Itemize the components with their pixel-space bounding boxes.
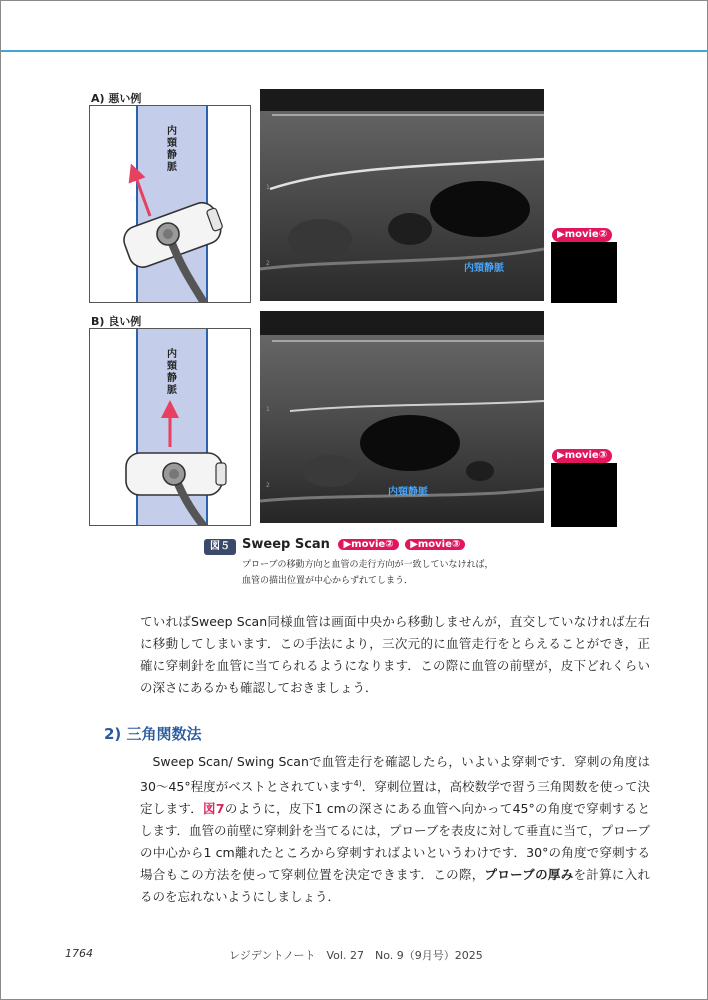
emphasis-text: プローブの厚み [484,867,574,883]
body-paragraph-1 [140,611,650,699]
paragraph-part-2: ．穿刺位置は，高校数学で習う三角関数を使って決定します． [140,779,650,817]
svg-text:2: 2 [266,260,270,267]
ultrasound-image-a [260,89,544,301]
svg-text:1: 1 [266,406,270,413]
paragraph-text: ていればSweep Scan同様血管は画面中央から移動しませんが，直交していなければ左右に移動してしまいます．この手法により，三次元的に血管走行をとらえることができ，正確に穿刺針を血管に当てられるようになります．この際に血管の前壁が，皮下どれくらいの深さにあるかも確認しておきましょう． [140,614,650,695]
page-number: 1764 [65,947,93,960]
body-paragraph-2 [140,751,650,908]
probe-straight-illustration [90,329,250,525]
paragraph-part-4: を計算に入れるのを忘れないようにしましょう． [140,867,650,905]
svg-text:1: 1 [266,184,270,191]
ultrasound-image-b [260,311,544,523]
panel-a-label: A) 悪い例 [91,92,142,105]
probe-tilted-illustration [90,106,250,302]
ultrasound-vein-label: 内頸静脈 [464,263,504,274]
movie3-badge[interactable]: ▶movie③ [552,449,612,463]
vein-label: 内頸静脈 [167,126,177,173]
ultrasound-vein-label: 内頸静脈 [388,487,428,498]
vein-label: 内頸静脈 [167,349,177,396]
figure-caption-line1: プローブの移動方向と血管の走行方向が一致していなければ， [242,560,494,570]
movie2-badge[interactable]: ▶movie② [552,228,612,242]
paragraph-part-1: Sweep Scan/ Swing Scanで血管走行を確認したら，いよいよ穿刺です．穿刺の角度は30～45°程度がベストとされています [140,754,650,795]
movement-arrow-icon [134,172,150,216]
figure-title-text: Sweep Scan [242,537,330,552]
figure-title [242,537,465,553]
section-heading: 2) 三角関数法 [104,725,202,743]
caption-movie2-badge[interactable]: ▶movie② [338,539,398,550]
paragraph-text [140,751,650,908]
panel-b-label: B) 良い例 [91,315,142,328]
panel-a-diagram [89,105,251,303]
panel-b-diagram [89,328,251,526]
figure-caption-line2: 血管の描出位置が中心からずれてしまう． [242,576,414,586]
svg-text:2: 2 [266,482,270,489]
figure-7-link[interactable]: 図7 [203,801,225,817]
paragraph-part-3: のように，皮下1 cmの深さにある血管へ向かって45°の角度で穿刺するとします．血管の前壁に穿刺針を当てるには，プローブを表皮に対して垂直に当て，プローブの中心から1 cm離れたところから穿刺すればよいというわけです．30°の角度で穿刺する場合もこの方法を使って穿刺位置を決定できます．この際， [140,801,651,883]
figure-badge: 図５ [204,539,236,555]
movie2-thumbnail[interactable] [551,242,617,303]
header-rule [1,50,708,52]
movie3-thumbnail[interactable] [551,463,617,527]
caption-movie3-badge[interactable]: ▶movie③ [405,539,465,550]
reference-marker[interactable]: 4) [353,779,362,788]
journal-footer: レジデントノート Vol. 27 No. 9（9月号）2025 [229,949,483,962]
